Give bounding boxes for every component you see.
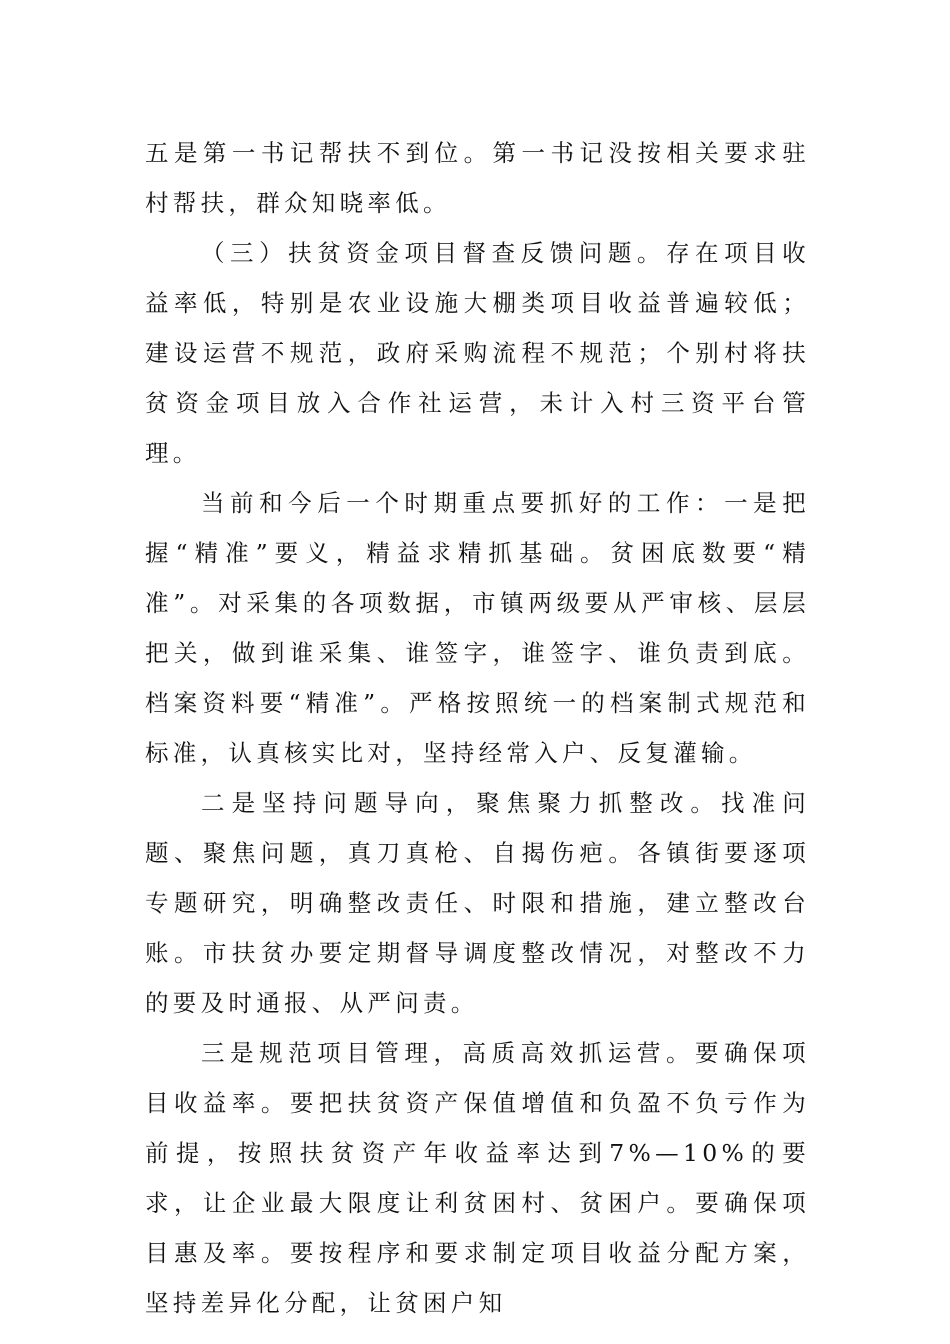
paragraph-3: 当前和今后一个时期重点要抓好的工作：一是把握“精准”要义，精益求精抓基础。贫困底数要“精准”。对采集的各项数据，市镇两级要从严审核、层层把关，做到谁采集、谁签字，谁签字、谁负责到底。档案资料要“精准”。严格按照统一的档案制式规范和标准，认真核实比对，坚持经常入户、反复灌输。 (145, 489, 810, 767)
document-body (145, 128, 810, 1328)
paragraph-1: 五是第一书记帮扶不到位。第一书记没按相关要求驻村帮扶，群众知晓率低。 (145, 139, 810, 217)
paragraph-2: （三）扶贫资金项目督查反馈问题。存在项目收益率低，特别是农业设施大棚类项目收益普遍较低；建设运营不规范，政府采购流程不规范；个别村将扶贫资金项目放入合作社运营，未计入村三资平台管理。 (145, 239, 810, 467)
paragraph-5: 三是规范项目管理，高质高效抓运营。要确保项目收益率。要把扶贫资产保值增值和负盈不负亏作为前提，按照扶贫资产年收益率达到7%—10%的要求，让企业最大限度让利贫困村、贫困户。要确保项目惠及率。要按程序和要求制定项目收益分配方案，坚持差异化分配，让贫困户知 (145, 1039, 810, 1317)
paragraph-4: 二是坚持问题导向，聚焦聚力抓整改。找准问题、聚焦问题，真刀真枪、自揭伤疤。各镇街要逐项专题研究，明确整改责任、时限和措施，建立整改台账。市扶贫办要定期督导调度整改情况，对整改不力的要及时通报、从严问责。 (145, 789, 810, 1017)
